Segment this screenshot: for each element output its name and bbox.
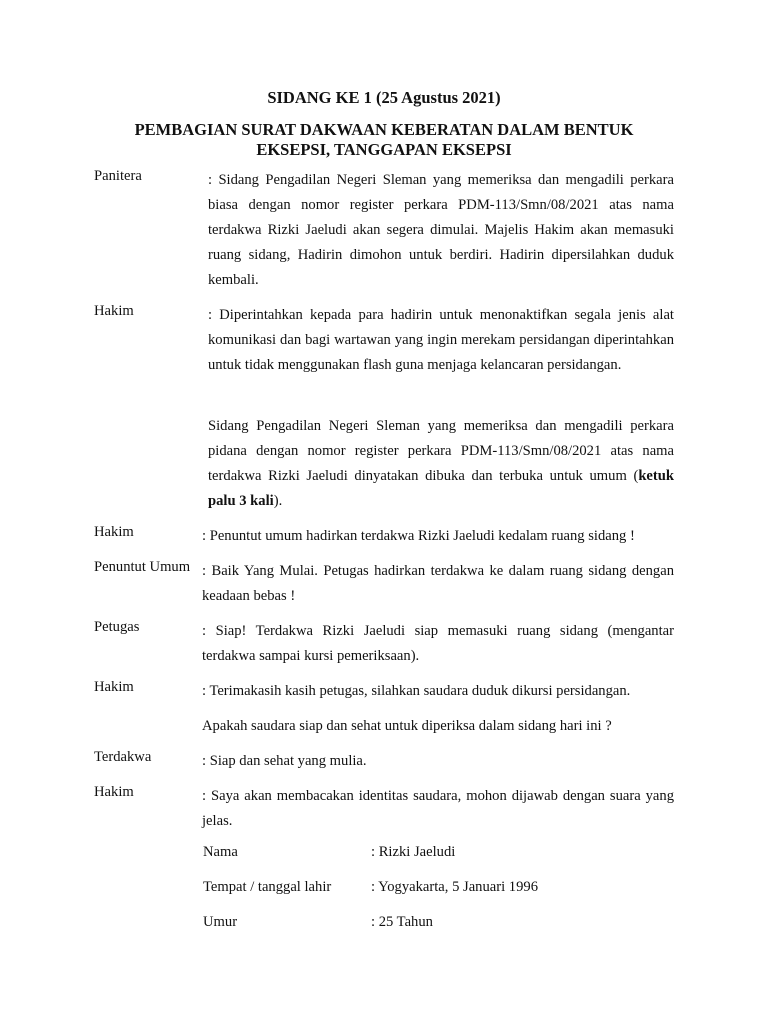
speech-text: : Saya akan membacakan identitas saudara, mohon dijawab dengan suara yang jelas. <box>202 788 674 829</box>
speaker-name: Terdakwa <box>94 749 152 765</box>
identity-label: Nama <box>203 844 238 860</box>
speech-text: : Baik Yang Mulai. Petugas hadirkan terdakwa ke dalam ruang sidang dengan keadaan bebas ! <box>202 563 674 604</box>
speaker-name: Hakim <box>94 679 134 695</box>
speech-text: : Siap dan sehat yang mulia. <box>202 753 367 769</box>
speech-text <box>208 414 674 514</box>
speaker-name: Hakim <box>94 303 134 319</box>
speaker-name: Penuntut Umum <box>94 559 191 575</box>
speaker-name: Panitera <box>94 168 142 184</box>
identity-label: Umur <box>203 914 238 930</box>
speech-text-part: Sidang Pengadilan Negeri Sleman yang memeriksa dan mengadili perkara pidana dengan nomor register perkara PDM-113/Smn/08/2021 atas nama terdakwa Rizki Jaeludi dinyatakan dibuka dan terbuka untuk umum ( <box>208 418 674 484</box>
identity-value: : Rizki Jaeludi <box>371 844 456 860</box>
speech-text: : Diperintahkan kepada para hadirin untuk menonaktifkan segala jenis alat komunikasi dan bagi wartawan yang ingin merekam persidangan diperintahkan untuk tidak menggunakan flash guna menjaga kelancaran persidangan. <box>208 307 674 373</box>
identity-label: Tempat / tanggal lahir <box>203 879 332 895</box>
speaker-name: Hakim <box>94 784 134 800</box>
identity-value: : 25 Tahun <box>371 914 433 930</box>
speech-text: : Penuntut umum hadirkan terdakwa Rizki Jaeludi kedalam ruang sidang ! <box>202 528 635 544</box>
speech-text-part: ). <box>273 493 283 509</box>
speech-text: : Siap! Terdakwa Rizki Jaeludi siap memasuki ruang sidang (mengantar terdakwa sampai kursi pemeriksaan). <box>202 623 674 664</box>
identity-value: : Yogyakarta, 5 Januari 1996 <box>371 879 538 895</box>
speech-text: Apakah saudara siap dan sehat untuk diperiksa dalam sidang hari ini ? <box>202 718 612 734</box>
speech-text: : Terimakasih kasih petugas, silahkan saudara duduk dikursi persidangan. <box>202 683 631 699</box>
speaker-name: Hakim <box>94 524 134 540</box>
speaker-name: Petugas <box>94 619 140 635</box>
speech-text: : Sidang Pengadilan Negeri Sleman yang memeriksa dan mengadili perkara biasa dengan nomor register perkara PDM-113/Smn/08/2021 atas nama terdakwa Rizki Jaeludi akan segera dimulai. Majelis Hakim akan memasuki ruang sidang, Hadirin dimohon untuk berdiri. Hadirin dipersilahkan duduk kembali. <box>208 172 674 288</box>
session-title: SIDANG KE 1 (25 Agustus 2021) <box>267 88 501 107</box>
speech-text-emphasis: ketuk palu 3 kali <box>208 468 674 509</box>
document-subtitle: PEMBAGIAN SURAT DAKWAAN KEBERATAN DALAM BENTUK EKSEPSI, TANGGAPAN EKSEPSI <box>134 120 634 159</box>
